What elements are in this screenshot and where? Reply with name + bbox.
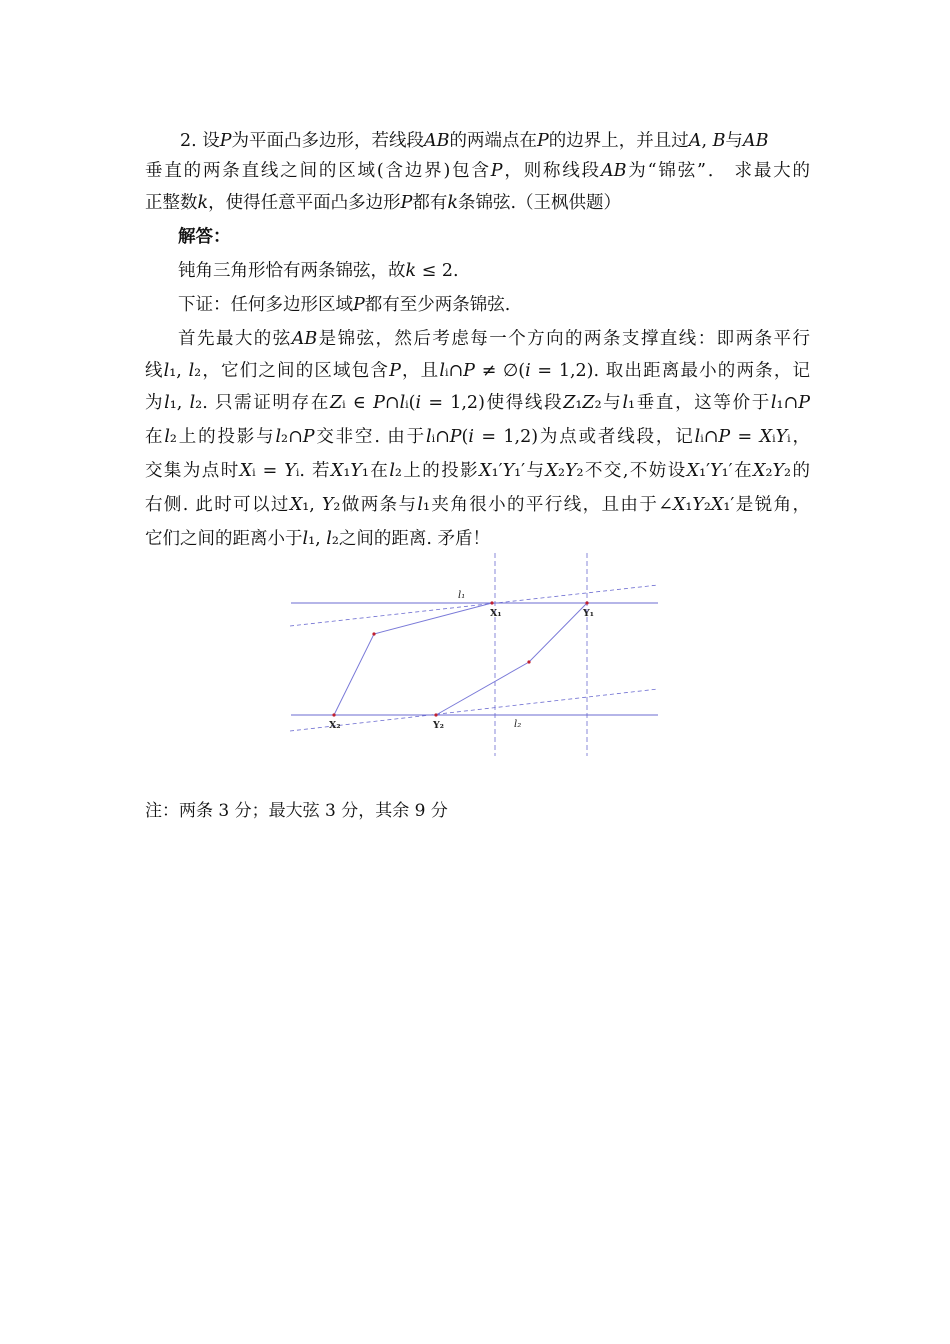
solution-line-4: 线𝑙₁, 𝑙₂，它们之间的区域包含𝑃，且𝑙ᵢ∩𝑃 ≠ ∅(𝑖 = 1,2). 取出距离最小的两条，记 [145, 361, 810, 381]
polygon-left-chain [334, 603, 492, 715]
slanted-line-lower [290, 689, 658, 731]
point-y1 [585, 601, 588, 604]
slanted-line-upper [290, 585, 658, 626]
problem-line-3: 正整数𝑘，使得任意平面凸多边形𝑃都有𝑘条锦弦.（王枫供题） [145, 193, 622, 213]
label-l2: l₂ [514, 719, 522, 730]
solution-line-1: 钝角三角形恰有两条锦弦，故𝑘 ≤ 2. [178, 261, 459, 281]
problem-line-1: 2. 设𝑃为平面凸多边形，若线段𝐴𝐵的两端点在𝑃的边界上，并且过𝐴, 𝐵与𝐴𝐵 [180, 131, 769, 151]
solution-line-9: 它们之间的距离小于𝑙₁, 𝑙₂之间的距离. 矛盾！ [145, 529, 490, 549]
solution-line-3: 首先最大的弦𝐴𝐵是锦弦，然后考虑每一个方向的两条支撑直线：即两条平行 [178, 329, 810, 349]
point-x1 [490, 601, 493, 604]
solution-line-7: 交集为点时𝑋ᵢ = 𝑌ᵢ. 若𝑋₁𝑌₁在𝑙₂上的投影𝑋₁′𝑌₁′与𝑋₂𝑌₂不交,不妨设𝑋₁′𝑌₁′在𝑋₂𝑌₂的 [145, 461, 810, 481]
vertex-point [372, 632, 375, 635]
geometry-figure [288, 548, 660, 758]
point-y2 [434, 713, 437, 716]
label-y2: Y₂ [433, 720, 444, 731]
point-x2 [332, 713, 335, 716]
solution-line-2: 下证：任何多边形区域𝑃都有至少两条锦弦. [178, 295, 511, 315]
solution-line-8: 右侧. 此时可以过𝑋₁, 𝑌₂做两条与𝑙₁夹角很小的平行线，且由于∠𝑋₁𝑌₂𝑋₁′是锐角， [145, 495, 810, 515]
label-x1: X₁ [490, 608, 502, 619]
vertex-point [527, 660, 530, 663]
solution-line-5: 为𝑙₁, 𝑙₂. 只需证明存在𝑍ᵢ ∈ 𝑃∩𝑙ᵢ(𝑖 = 1,2)使得线段𝑍₁𝑍₂与𝑙₁垂直，这等价于𝑙₁∩𝑃 [145, 393, 810, 413]
scoring-note: 注：两条 3 分；最大弦 3 分，其余 9 分 [145, 801, 448, 821]
solution-heading: 解答： [178, 227, 231, 247]
label-l1: l₁ [458, 590, 466, 601]
solution-line-6: 在𝑙₂上的投影与𝑙₂∩𝑃交非空. 由于𝑙ᵢ∩𝑃(𝑖 = 1,2)为点或者线段，记𝑙ᵢ∩𝑃 = 𝑋ᵢ𝑌ᵢ， [145, 427, 810, 447]
polygon-right-chain [436, 603, 587, 715]
label-x2: X₂ [329, 720, 341, 731]
problem-line-2: 垂直的两条直线之间的区域(含边界)包含𝑃，则称线段𝐴𝐵为“锦弦”． 求最大的 [145, 161, 810, 181]
label-y1: Y₁ [583, 608, 594, 619]
